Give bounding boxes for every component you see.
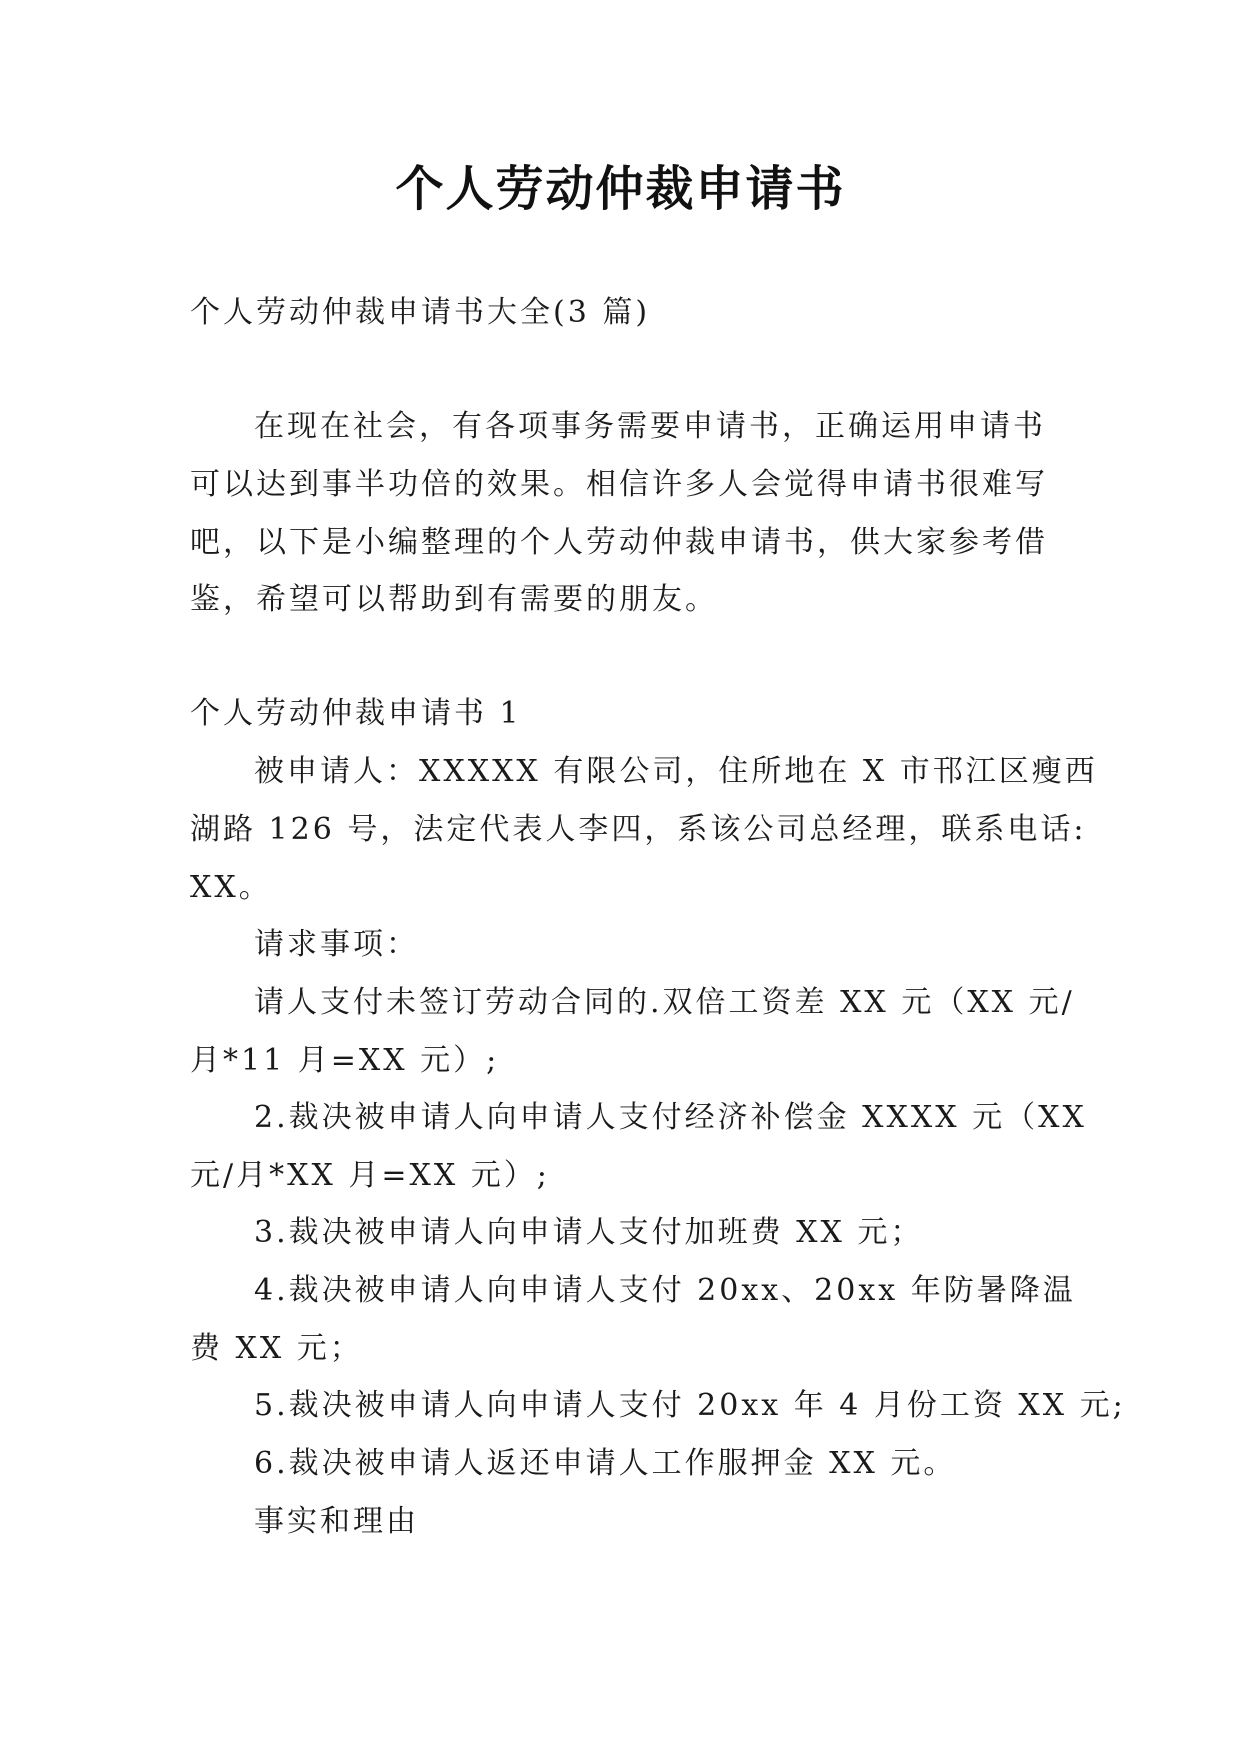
request-line-8: 5.裁决被申请人向申请人支付 20xx 年 4 月份工资 XX 元; xyxy=(254,1388,1126,1423)
request-line-4: 元/月*XX 月=XX 元）; xyxy=(190,1158,550,1193)
request-line-6: 4.裁决被申请人向申请人支付 20xx、20xx 年防暑降温 xyxy=(254,1273,1076,1308)
respondent-line-2: 湖路 126 号，法定代表人李四，系该公司总经理，联系电话: xyxy=(190,812,1087,847)
respondent-line-3: XX。 xyxy=(190,870,272,905)
intro-line-2: 可以达到事半功倍的效果。相信许多人会觉得申请书很难写 xyxy=(190,467,1048,502)
request-line-2: 月*11 月=XX 元）; xyxy=(190,1043,500,1078)
request-line-3: 2.裁决被申请人向申请人支付经济补偿金 XXXX 元（XX xyxy=(254,1100,1087,1135)
request-line-7: 费 XX 元； xyxy=(190,1331,363,1366)
request-line-1: 请人支付未签订劳动合同的.双倍工资差 XX 元（XX 元/ xyxy=(254,985,1075,1020)
document-title: 个人劳动仲裁申请书 xyxy=(395,161,846,217)
intro-line-4: 鉴，希望可以帮助到有需要的朋友。 xyxy=(190,582,718,617)
intro-line-1: 在现在社会，有各项事务需要申请书，正确运用申请书 xyxy=(254,409,1046,444)
request-line-9: 6.裁决被申请人返还申请人工作服押金 XX 元。 xyxy=(254,1446,957,1481)
section-heading: 个人劳动仲裁申请书 1 xyxy=(190,696,522,731)
requests-heading: 请求事项： xyxy=(254,927,419,962)
document-subtitle: 个人劳动仲裁申请书大全(3 篇) xyxy=(190,295,651,330)
request-line-5: 3.裁决被申请人向申请人支付加班费 XX 元； xyxy=(254,1215,924,1250)
intro-line-3: 吧，以下是小编整理的个人劳动仲裁申请书，供大家参考借 xyxy=(190,525,1048,560)
facts-heading: 事实和理由 xyxy=(254,1504,419,1539)
respondent-line-1: 被申请人：XXXXX 有限公司，住所地在 X 市邗江区瘦西 xyxy=(254,754,1098,789)
